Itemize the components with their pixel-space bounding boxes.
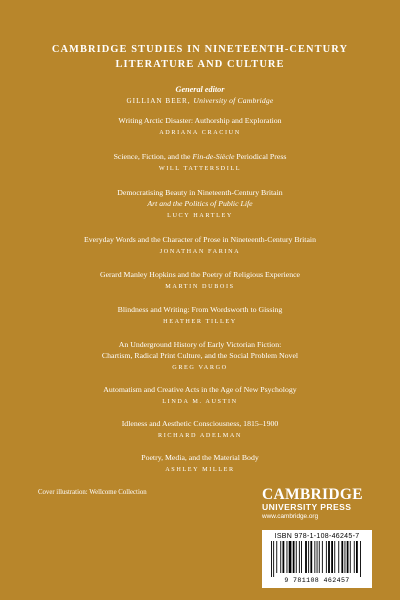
barcode-bar xyxy=(305,541,307,573)
barcode-digits: 9 781108 462457 xyxy=(284,577,350,584)
book-title-part: Science, Fiction, and the xyxy=(113,152,193,161)
book-entry xyxy=(0,187,400,221)
publisher-logo xyxy=(262,487,374,521)
barcode-bar xyxy=(289,541,292,573)
barcode-bar xyxy=(283,541,285,573)
book-entry xyxy=(0,234,400,257)
barcode-bar xyxy=(338,541,339,573)
general-editor-name-line xyxy=(0,95,400,107)
publisher-website: www.cambridge.org xyxy=(262,513,319,520)
isbn-label: ISBN 978-1-108-46245-7 xyxy=(274,533,360,540)
book-title: Writing Arctic Disaster: Authorship and Exploration xyxy=(118,116,282,125)
barcode-bar xyxy=(341,541,343,573)
publisher-subname: UNIVERSITY PRESS xyxy=(262,502,352,512)
book-title: Everyday Words and the Character of Prose in Nineteenth-Century Britain xyxy=(84,235,316,244)
barcode-bar xyxy=(350,541,351,573)
barcode-bar xyxy=(345,541,346,573)
book-entry xyxy=(0,384,400,407)
book-title: An Underground History of Early Victorian Fiction: xyxy=(118,340,282,349)
book-author: MARTIN DUBOIS xyxy=(165,283,235,290)
book-title: Gerard Manley Hopkins and the Poetry of Religious Experience xyxy=(99,270,301,279)
barcode-icon xyxy=(267,541,367,577)
series-title-line-1: CAMBRIDGE STUDIES IN NINETEENTH-CENTURY xyxy=(51,44,349,55)
book-entry xyxy=(0,339,400,373)
barcode-bar xyxy=(293,541,295,573)
barcode-bar xyxy=(273,541,274,577)
book-title: Blindness and Writing: From Wordsworth to Gissing xyxy=(117,305,283,314)
barcode-bar xyxy=(334,541,335,573)
book-author: RICHARD ADELMAN xyxy=(158,432,242,439)
barcode-bar xyxy=(322,541,323,573)
barcode-bar xyxy=(317,541,318,573)
book-title: Idleness and Aesthetic Consciousness, 1815–1900 xyxy=(121,419,279,428)
barcode-bar xyxy=(310,541,312,573)
barcode-bar xyxy=(319,541,320,573)
barcode-bar xyxy=(354,541,355,573)
barcode-bar xyxy=(296,541,297,573)
barcode-bar xyxy=(360,541,361,577)
barcode-bar xyxy=(308,541,309,573)
barcode-bar xyxy=(276,541,277,573)
book-entry xyxy=(0,418,400,441)
book-entry xyxy=(0,151,400,174)
book-title-italic: Fin-de-Siècle xyxy=(192,152,235,161)
book-entry xyxy=(0,304,400,327)
barcode-bar xyxy=(299,541,300,573)
barcode-bar xyxy=(328,541,330,573)
book-author: GREG VARGO xyxy=(172,364,228,371)
barcode-bar xyxy=(326,541,327,573)
book-title xyxy=(0,151,400,162)
book-title: Automatism and Creative Acts in the Age of New Psychology xyxy=(103,385,297,394)
book-author: ADRIANA CRACIUN xyxy=(159,129,241,136)
book-author: ASHLEY MILLER xyxy=(165,466,235,473)
barcode-panel xyxy=(262,530,372,588)
cover-illustration-credit: Cover illustration: Wellcome Collection xyxy=(38,489,147,496)
series-title-line-2: LITERATURE AND CULTURE xyxy=(115,59,285,70)
publisher-name: CAMBRIDGE xyxy=(262,486,363,503)
book-entry xyxy=(0,452,400,475)
barcode-bar xyxy=(280,541,281,573)
barcode-bar xyxy=(287,541,288,573)
general-editor-affiliation: University of Cambridge xyxy=(193,96,274,105)
book-author: WILL TATTERSDILL xyxy=(158,165,242,172)
book-title-part: Periodical Press xyxy=(234,152,287,161)
book-subtitle: Art and the Politics of Public Life xyxy=(147,199,253,208)
book-author: LINDA M. AUSTIN xyxy=(162,398,238,405)
barcode-bar xyxy=(301,541,302,573)
barcode-bar xyxy=(356,541,358,573)
barcode-bar xyxy=(271,541,272,577)
series-title xyxy=(0,42,400,72)
book-title-line-2: Chartism, Radical Print Culture, and the Social Problem Novel xyxy=(101,351,299,360)
barcode-bar xyxy=(314,541,315,573)
general-editor-label: General editor xyxy=(175,85,225,94)
book-title: Democratising Beauty in Nineteenth-Century Britain xyxy=(117,188,283,197)
barcode-bar xyxy=(331,541,333,573)
barcode-bar xyxy=(347,541,349,573)
general-editor-block xyxy=(0,84,400,107)
book-author: JONATHAN FARINA xyxy=(159,248,241,255)
book-entry xyxy=(0,115,400,138)
book-author: HEATHER TILLEY xyxy=(163,318,237,325)
book-author: LUCY HARTLEY xyxy=(167,212,233,219)
general-editor-name: GILLIAN BEER, xyxy=(126,97,191,105)
book-title: Poetry, Media, and the Material Body xyxy=(141,453,259,462)
book-entry xyxy=(0,269,400,292)
